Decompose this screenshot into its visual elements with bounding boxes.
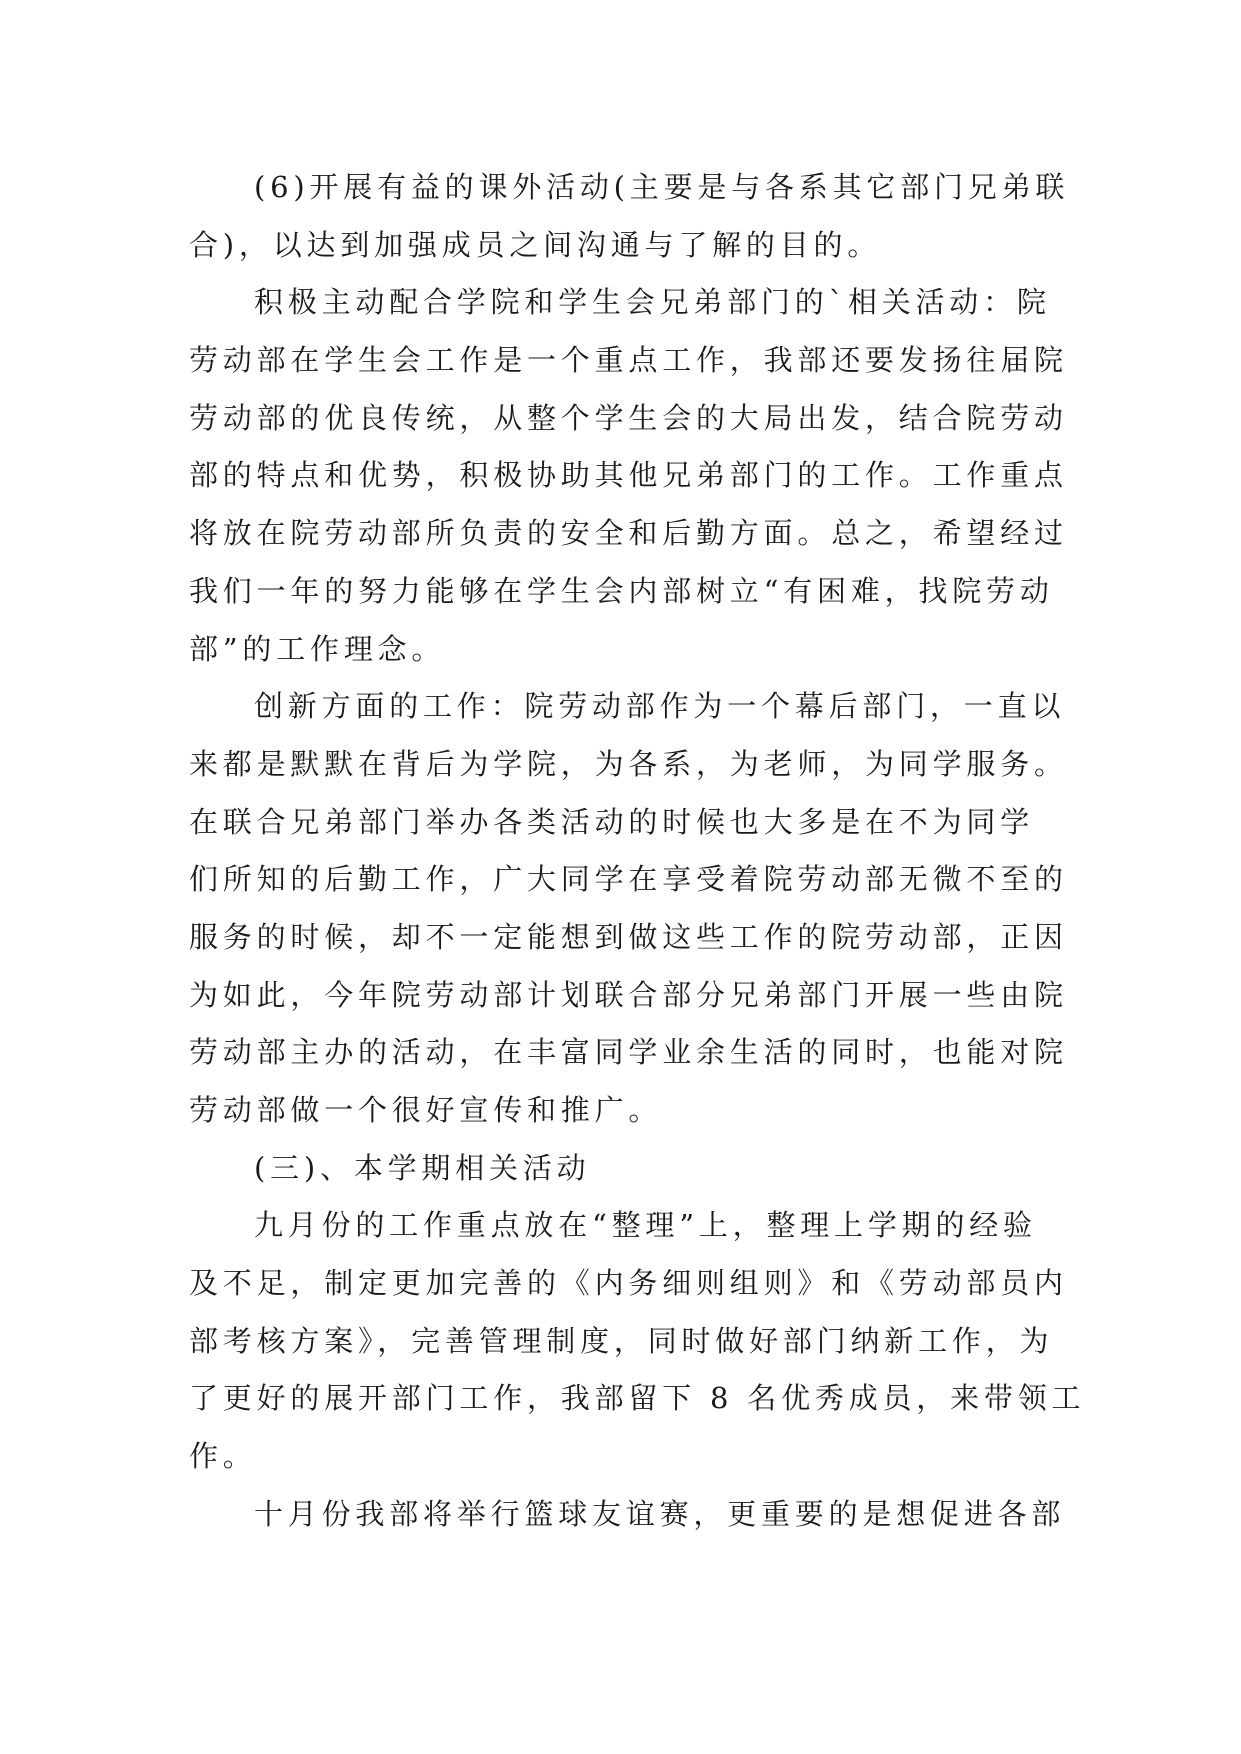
text-line: 及不足，制定更加完善的《内务细则组则》和《劳动部员内 [189, 1266, 1068, 1301]
section-heading: (三)、本学期相关活动 [254, 1150, 591, 1185]
text-line: 合)，以达到加强成员之间沟通与了解的目的。 [189, 227, 882, 262]
text-line: 九月份的工作重点放在“整理”上，整理上学期的经验 [254, 1208, 1037, 1243]
text-line: 劳动部在学生会工作是一个重点工作，我部还要发扬往届院 [189, 343, 1068, 378]
text-line: 劳动部的优良传统，从整个学生会的大局出发，结合院劳动 [189, 400, 1068, 435]
document-body [189, 159, 1086, 1544]
text-line: 服务的时候，却不一定能想到做这些工作的院劳动部，正因 [189, 919, 1068, 954]
text-line: 将放在院劳动部所负责的安全和后勤方面。总之，希望经过 [189, 516, 1068, 551]
text-line: 作。 [189, 1439, 257, 1474]
text-line: 部的特点和优势，积极协助其他兄弟部门的工作。工作重点 [189, 458, 1068, 493]
text-line: 积极主动配合学院和学生会兄弟部门的`相关活动：院 [254, 285, 1051, 320]
text-line: 了更好的展开部门工作，我部留下 8 名优秀成员，来带领工 [189, 1381, 1086, 1416]
text-line: 劳动部做一个很好宣传和推广。 [189, 1093, 663, 1127]
text-line: 我们一年的努力能够在学生会内部树立“有困难，找院劳动 [189, 573, 1054, 608]
text-line: 部考核方案》，完善管理制度，同时做好部门纳新工作，为 [189, 1323, 1054, 1358]
text-line: 来都是默默在背后为学院，为各系，为老师，为同学服务。 [189, 746, 1068, 781]
text-line: 创新方面的工作：院劳动部作为一个幕后部门，一直以 [254, 689, 1066, 724]
text-line: 为如此，今年院劳动部计划联合部分兄弟部门开展一些由院 [189, 977, 1068, 1012]
text-line: 十月份我部将举行篮球友谊赛，更重要的是想促进各部 [254, 1496, 1066, 1531]
text-line: 们所知的后勤工作，广大同学在享受着院劳动部无微不至的 [189, 862, 1068, 897]
text-line: 在联合兄弟部门举办各类活动的时候也大多是在不为同学 [189, 804, 1035, 839]
text-line: 劳动部主办的活动，在丰富同学业余生活的同时，也能对院 [189, 1035, 1068, 1070]
text-line: 部”的工作理念。 [189, 631, 446, 666]
text-line: (6)开展有益的课外活动(主要是与各系其它部门兄弟联 [254, 170, 1070, 204]
